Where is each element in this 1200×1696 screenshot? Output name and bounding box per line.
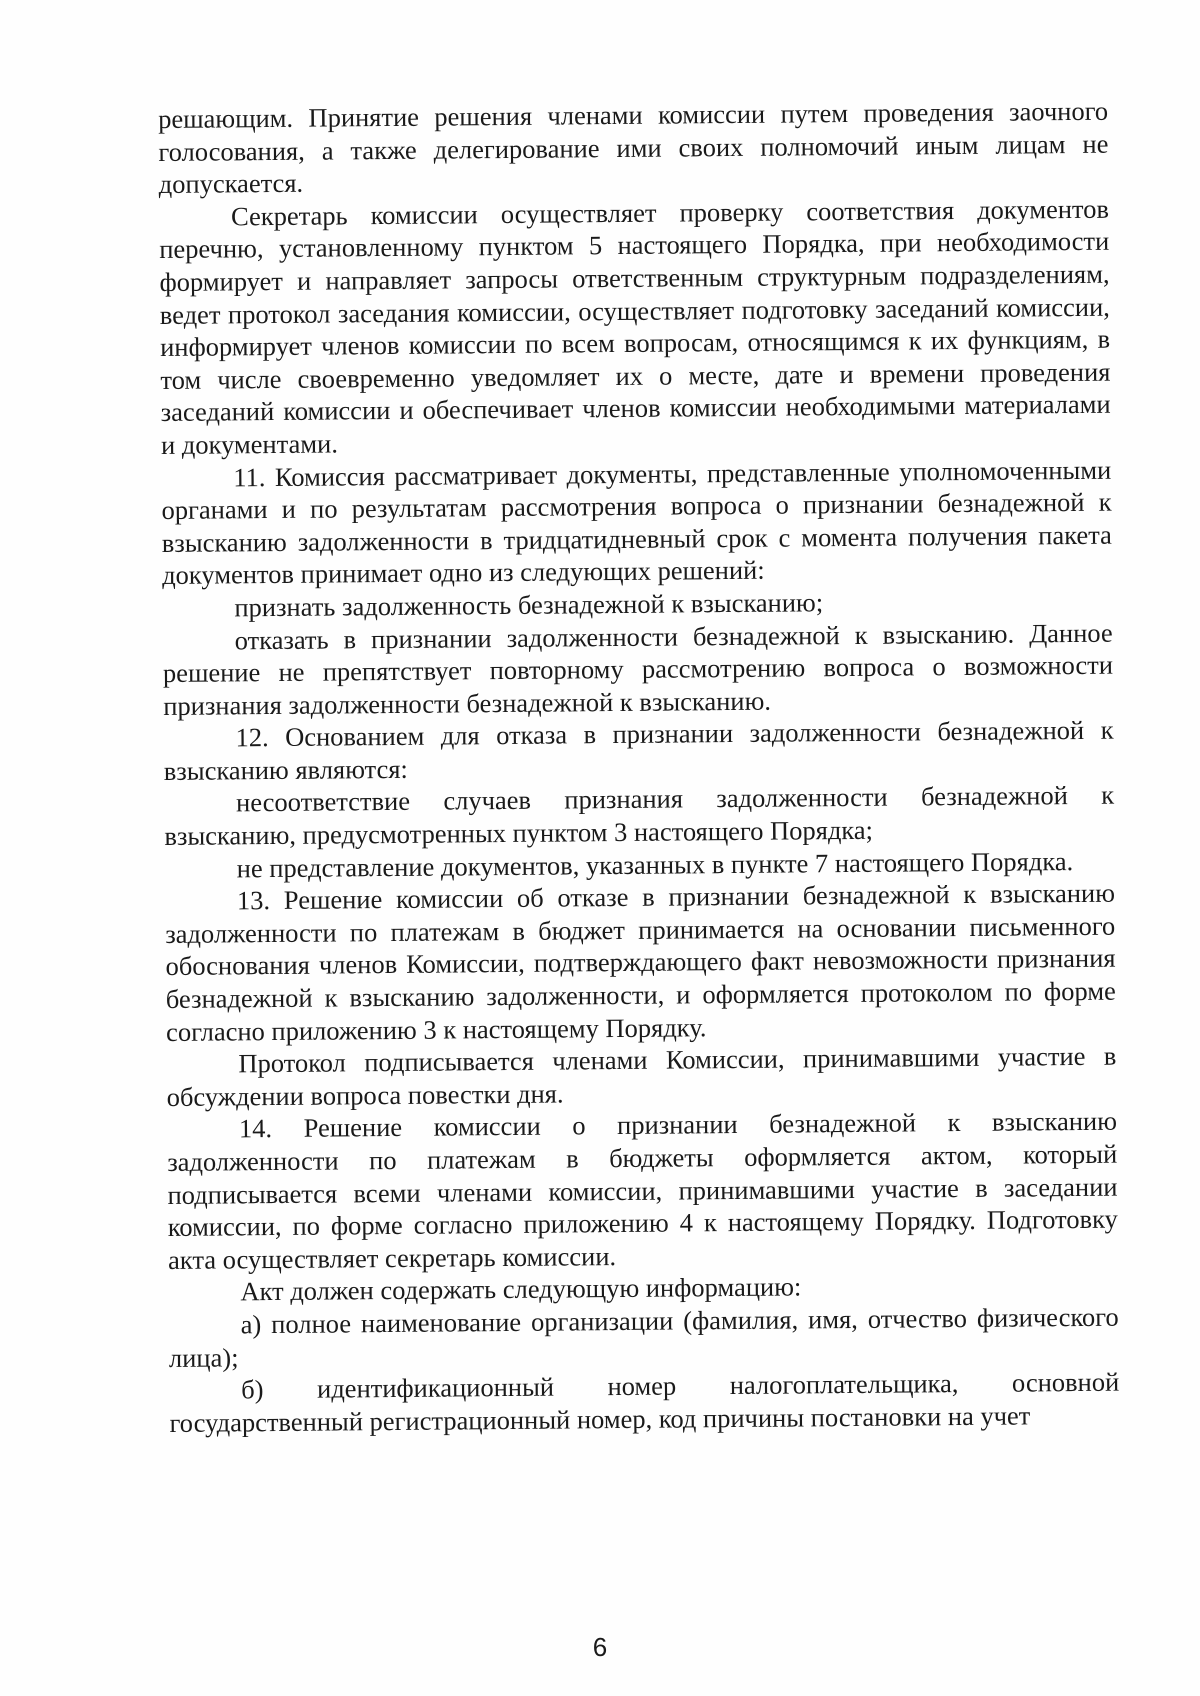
document-body	[158, 95, 1120, 1440]
paragraph-act-contents: Акт должен содержать следующую информацию:	[240, 1271, 802, 1307]
paragraph-reason-mismatch: несоответствие случаев признания задолженности безнадежной к взысканию, предусмотренных пунктом 3 настоящего Порядка;	[164, 780, 1115, 852]
paragraph-act-item-b: б) идентификационный номер налогоплательщика, основной государственный регистрационный номер, код причины постановки на учет	[169, 1366, 1120, 1438]
paragraph-decision-refuse: отказать в признании задолженности безнадежной к взысканию. Данное решение не препятствует повторному рассмотрению вопроса о возможности признания задолженности безнадежной к взысканию.	[162, 617, 1114, 721]
paragraph-secretary-duties: Секретарь комиссии осуществляет проверку соответствия документов перечню, установленному пунктом 5 настоящего Порядка, при необходимости формирует и направляет запросы ответственным структурным подразделениям, ведет протокол заседания комиссии, осуществляет подготовку заседаний комиссии, информирует членов комиссии по всем вопросам, относящимся к их функциям, в том числе своевременно уведомляет их о месте, дате и времени проведения заседаний комиссии и обеспечивает членов комиссии необходимыми материалами и документами.	[159, 193, 1111, 460]
paragraph-act-item-a: а) полное наименование организации (фамилия, имя, отчество физического лица);	[168, 1301, 1119, 1373]
paragraph-decision-recognize: признать задолженность безнадежной к взысканию;	[234, 587, 824, 623]
paragraph-continuation: решающим. Принятие решения членами комиссии путем проведения заочного голосования, а также делегирование ими своих полномочий иным лицам не допускается.	[158, 95, 1109, 200]
paragraph-item-12: 12. Основанием для отказа в признании задолженности безнадежной к взысканию являются:	[163, 714, 1114, 786]
paragraph-item-11: 11. Комиссия рассматривает документы, представленные уполномоченными органами и по результатам рассмотрения вопроса о признании безнадежной к взысканию задолженности в тридцатидневный срок с момента получения пакета документов принимает одно из следующих решений:	[161, 454, 1112, 591]
paragraph-item-14: 14. Решение комиссии о признании безнадежной к взысканию задолженности по платежам в бюджеты оформляется актом, который подписывается всеми членами комиссии, принимавшими участие в заседании комиссии, по форме согласно приложению 4 к настоящему Порядку. Подготовку акта осуществляет секретарь комиссии.	[167, 1106, 1118, 1275]
paragraph-item-13: 13. Решение комиссии об отказе в признании безнадежной к взысканию задолженности по платежам в бюджет принимается на основании письменного обоснования членов Комиссии, подтверждающего факт невозможности признания безнадежной к взысканию задолженности, и оформляется протоколом по форме согласно приложению 3 к настоящему Порядку.	[165, 877, 1116, 1047]
paragraph-reason-no-documents: не представление документов, указанных в пункте 7 настоящего Порядка.	[236, 845, 1074, 883]
page-number: 6	[592, 1632, 608, 1662]
paragraph-protocol-signing: Протокол подписывается членами Комиссии, принимавшими участие в обсуждении вопроса повестки дня.	[166, 1040, 1117, 1112]
